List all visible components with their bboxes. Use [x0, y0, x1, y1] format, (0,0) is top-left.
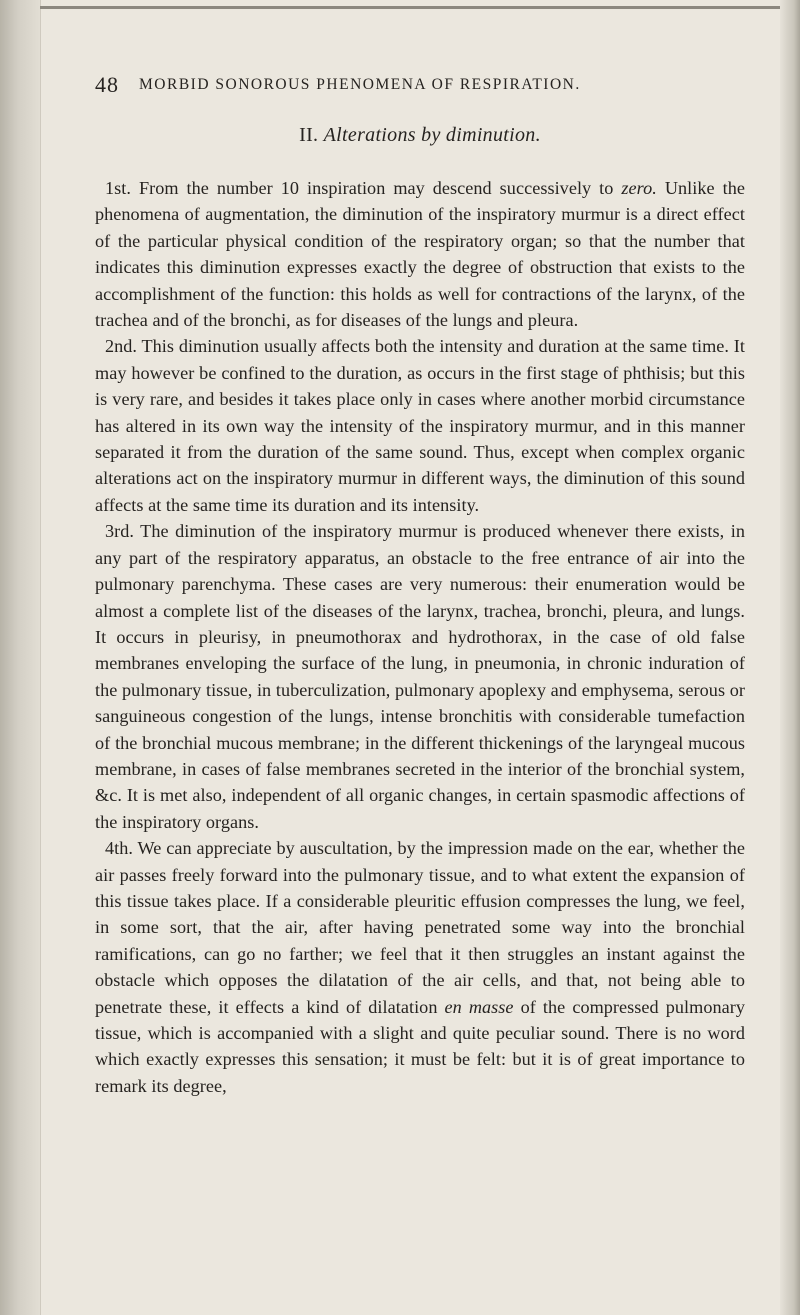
italic-term: en masse [444, 996, 514, 1017]
scan-top-rule [40, 6, 780, 9]
body-text [95, 175, 745, 1099]
scan-page-edge [780, 0, 800, 1315]
paragraph: 4th. We can appreciate by auscultation, by the impression made on the ear, whether the air passes freely forward into the pulmonary tissue, and to what extent the expansion of this tissue takes place. If a considerable pleuritic effusion compresses the lung, we feel, in some sort, that the air, after having penetrated some way into the bronchial ramifications, can go no farther; we feel that it then struggles an instant against the obstacle which opposes the dilatation of the air cells, and that, not being able to penetrate these, it effects a kind of dilatation en masse of the compressed pulmonary tissue, which is accompanied with a slight and quite peculiar sound. There is no word which exactly expresses this sensation; it must be felt: but it is of great importance to remark its degree, [95, 838, 745, 1096]
section-title: Alterations by diminution. [323, 124, 541, 146]
book-page [95, 70, 745, 1099]
page-number: 48 [95, 72, 119, 97]
paragraph: 3rd. The diminution of the inspiratory murmur is produced whenever there exists, in any part of the respiratory apparatus, an obstacle to the free entrance of air into the pulmonary parenchyma. These cases are very numerous: their enumeration would be almost a complete list of the diseases of the larynx, trachea, bronchi, pleura, and lungs. It occurs in pleurisy, in pneumothorax and hydrothorax, in the case of old false membranes enveloping the surface of the lung, in pneumonia, in chronic induration of the pulmonary tissue, in tuberculization, pulmonary apoplexy and emphysema, serous or sanguineous congestion of the lungs, intense bronchitis with considerable tumefaction of the bronchial mucous membrane; in the different thickenings of the laryngeal mucous membrane, in cases of false membranes secreted in the interior of the bronchial system, &c. It is met also, independent of all organic changes, in certain spasmodic affections of the inspiratory organs. [95, 521, 745, 832]
running-title: MORBID SONOROUS PHENOMENA OF RESPIRATION. [139, 76, 581, 93]
section-heading [95, 124, 745, 147]
section-number: II. [299, 124, 319, 146]
running-head [95, 70, 745, 96]
paragraph: 2nd. This diminution usually affects both the intensity and duration at the same time. It may however be confined to the duration, as occurs in the first stage of phthisis; but this is very rare, and besides it takes place only in cases where another morbid circumstance has altered in its own way the intensity of the inspiratory murmur, and in this manner separated it from the duration of the same sound. Thus, except when complex organic alterations act on the inspiratory murmur in different ways, the diminution of this sound affects at the same time its duration and its intensity. [95, 336, 745, 515]
paragraph: 1st. From the number 10 inspiration may descend successively to zero. Unlike the phenomena of augmentation, the diminution of the inspiratory murmur is a direct effect of the particular physical condition of the respiratory organ; so that the number that indicates this diminution expresses exactly the degree of obstruction that exists to the accomplishment of the function: this holds as well for contractions of the larynx, of the trachea and of the bronchi, as for diseases of the lungs and pleura. [95, 178, 745, 331]
italic-term: zero. [621, 178, 657, 198]
scan-binding-edge [0, 0, 41, 1315]
